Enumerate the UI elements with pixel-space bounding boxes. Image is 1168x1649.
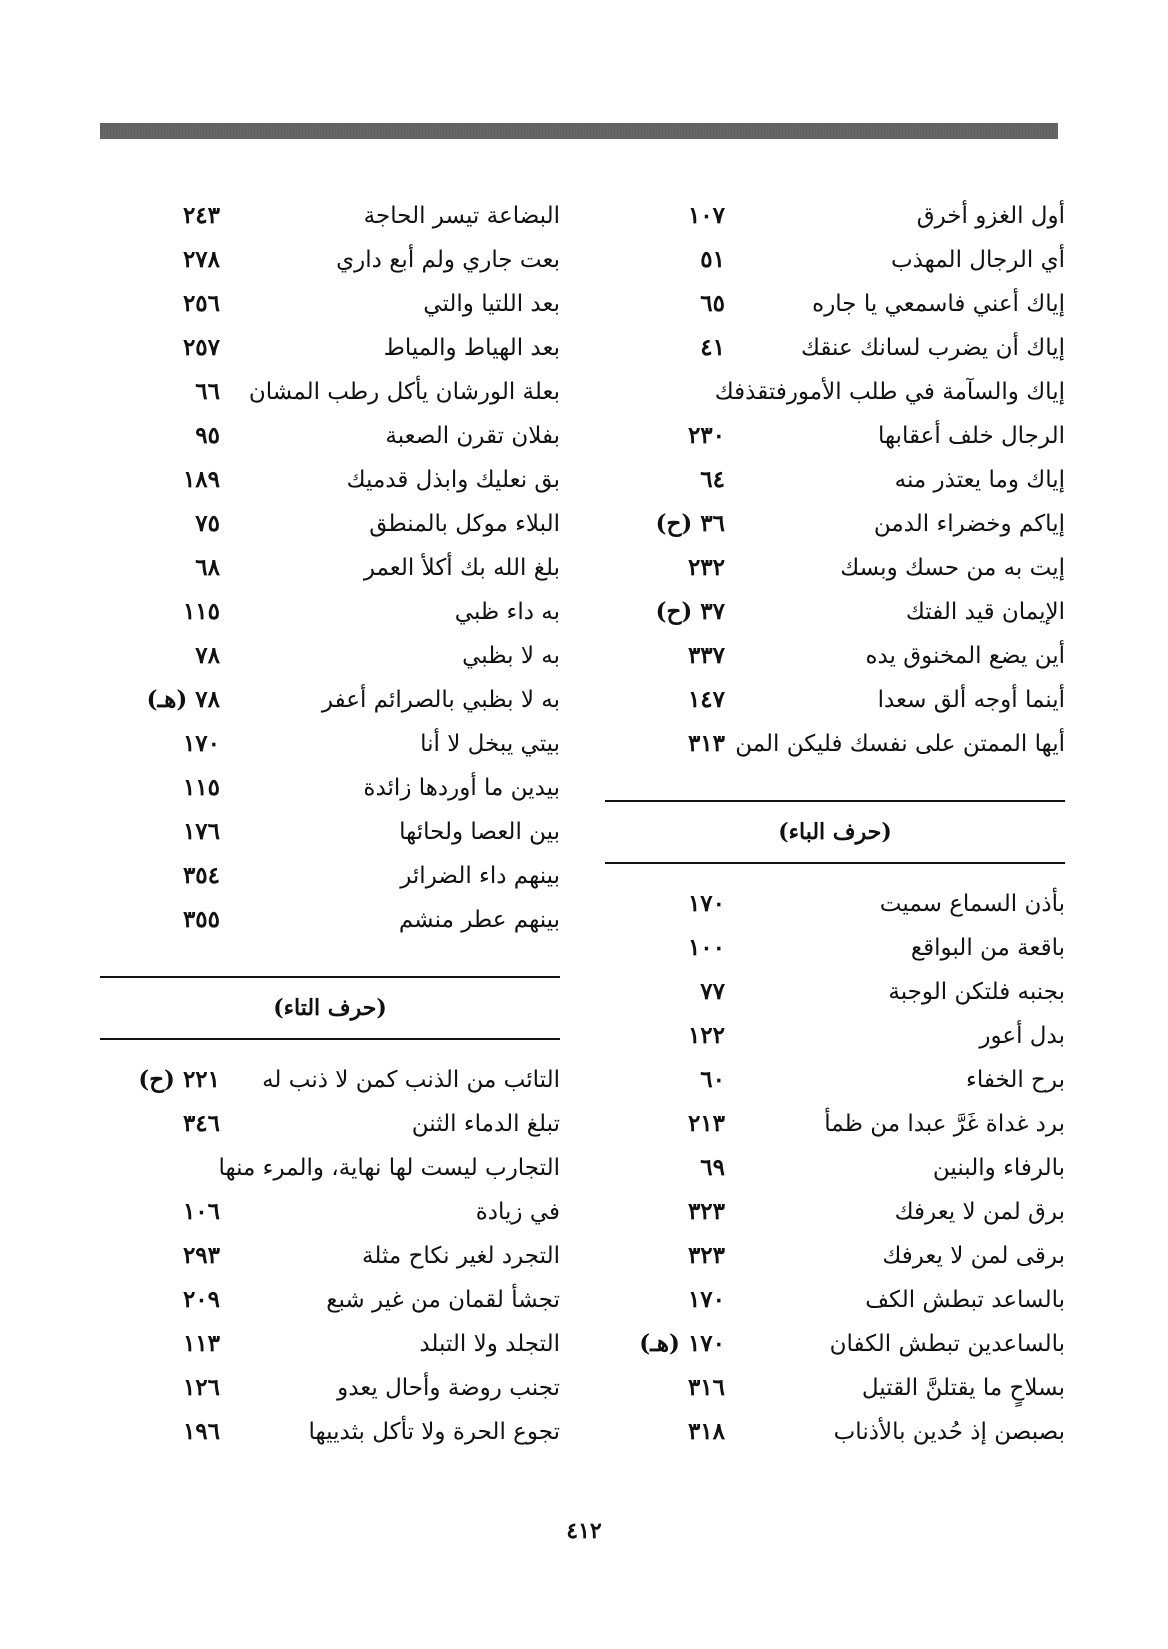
- entry-page-ref: ١٠٠: [687, 934, 725, 961]
- index-entry: [100, 238, 560, 282]
- entry-text: إياك أعني فاسمعي يا جاره: [812, 291, 1065, 317]
- entry-page-ref: ٤١: [700, 334, 725, 361]
- index-entry: [100, 1322, 560, 1366]
- index-entry: [605, 546, 1065, 590]
- index-entry: [605, 882, 1065, 926]
- entry-page-ref: ٢٥٧: [182, 334, 220, 361]
- entry-page-ref: ٣١٦: [687, 1374, 725, 1401]
- entry-page-ref: ٧٥: [195, 510, 220, 537]
- index-entry: [100, 370, 560, 414]
- entry-text: إيت به من حسك وبسك: [840, 555, 1065, 581]
- entry-page-ref: ٢٥٦: [182, 290, 220, 317]
- entry-page-ref: ٧٨ (هـ): [146, 686, 220, 713]
- entry-page-ref: ٣٢٣: [687, 1198, 725, 1225]
- entry-page-ref: ٦٠: [700, 1066, 725, 1093]
- entry-page-ref: ٧٧: [700, 978, 725, 1005]
- index-entry: [605, 238, 1065, 282]
- entry-page-ref: ٣٥٤: [182, 862, 220, 889]
- index-entry: [605, 1322, 1065, 1366]
- entry-page-ref: ٣٣٧: [687, 642, 725, 669]
- entry-text: بيدين ما أوردها زائدة: [363, 775, 560, 801]
- index-entry: [605, 1190, 1065, 1234]
- entry-page-ref: ١٢٦: [182, 1374, 220, 1401]
- entry-text: التجلد ولا التبلد: [419, 1331, 560, 1357]
- entry-page-ref: ٢٣٢: [687, 554, 725, 581]
- index-entry: [605, 502, 1065, 546]
- index-entry: [100, 722, 560, 766]
- entry-page-ref: ١٠٦: [182, 1198, 220, 1225]
- index-entry: [605, 926, 1065, 970]
- entry-page-ref: ١١٥: [182, 598, 220, 625]
- entry-text: بلغ الله بك أكلأ العمر: [363, 555, 560, 581]
- entry-text: بين العصا ولحائها: [399, 819, 560, 845]
- entry-text: باقعة من البواقع: [910, 935, 1065, 961]
- entry-page-ref: ٦٦: [195, 378, 220, 405]
- index-entry: [100, 810, 560, 854]
- entry-text: أيها الممتن على نفسك فليكن المن: [735, 731, 1065, 757]
- entry-page-ref: ٣٧ (ح): [655, 598, 725, 625]
- index-entry: [100, 854, 560, 898]
- entry-text: بصبصن إذ حُدين بالأذناب: [833, 1419, 1065, 1445]
- entry-text: بالرفاء والبنين: [932, 1155, 1065, 1181]
- index-entry: [100, 590, 560, 634]
- entry-text: إياك وما يعتذر منه: [894, 467, 1065, 493]
- entry-page-ref: ٣١٨: [687, 1418, 725, 1445]
- entry-page-ref: ١٢٢: [687, 1022, 725, 1049]
- index-entry: [605, 194, 1065, 238]
- entry-page-ref: ١٧٠: [687, 890, 725, 917]
- entry-text: إياك والسآمة في طلب الأمورفتقذفك: [714, 379, 1065, 405]
- entry-text: بعت جاري ولم أبع داري: [336, 247, 560, 273]
- entry-text: البلاء موكل بالمنطق: [369, 511, 560, 537]
- entry-page-ref: ١٩٦: [182, 1418, 220, 1445]
- entry-text: بينهم داء الضرائر: [400, 863, 560, 889]
- entry-page-ref: ٩٥: [195, 422, 220, 449]
- index-entry: [100, 194, 560, 238]
- index-entry: [605, 722, 1065, 766]
- index-entry: [605, 1278, 1065, 1322]
- entry-text: إياكم وخضراء الدمن: [873, 511, 1065, 537]
- entry-text: برق لمن لا يعرفك: [894, 1199, 1065, 1225]
- entry-page-ref: ٣٢٣: [687, 1242, 725, 1269]
- entry-text: أينما أوجه ألق سعدا: [877, 687, 1065, 713]
- index-entry: [100, 1058, 560, 1102]
- entry-text: بجنبه فلتكن الوجبة: [888, 979, 1065, 1005]
- entry-text: التائب من الذنب كمن لا ذنب له: [262, 1067, 560, 1093]
- entry-page-ref: ١٠٧: [687, 202, 725, 229]
- entry-page-ref: ٢٣٠: [687, 422, 725, 449]
- index-entry: [100, 1278, 560, 1322]
- section-header-ba: (حرف الباء): [605, 800, 1065, 864]
- entry-page-ref: ١١٥: [182, 774, 220, 801]
- index-entry: [605, 326, 1065, 370]
- index-entry: [100, 1410, 560, 1454]
- entry-text: أول الغزو أخرق: [916, 203, 1065, 229]
- index-entry: [100, 502, 560, 546]
- entry-page-ref: ٧٨: [195, 642, 220, 669]
- index-entry: [100, 326, 560, 370]
- index-entry: [100, 1146, 560, 1190]
- entry-text: بفلان تقرن الصعبة: [385, 423, 560, 449]
- entry-page-ref: ٦٨: [195, 554, 220, 581]
- entry-page-ref: ١٤٧: [687, 686, 725, 713]
- entry-text: بسلاحٍ ما يقتلنَّ القتيل: [861, 1375, 1065, 1401]
- entry-text: به لا بظبي: [462, 643, 560, 669]
- entry-text: أين يضع المخنوق يده: [865, 643, 1065, 669]
- section-header-ta: (حرف التاء): [100, 976, 560, 1040]
- index-entry: [605, 1366, 1065, 1410]
- entry-page-ref: ٢١٣: [687, 1110, 725, 1137]
- entry-text: أي الرجال المهذب: [890, 247, 1065, 273]
- entry-text: بعلة الورشان يأكل رطب المشان: [248, 379, 560, 405]
- entry-page-ref: ١١٣: [182, 1330, 220, 1357]
- entry-page-ref: ١٧٠: [687, 1286, 725, 1313]
- entry-page-ref: ١٧٠ (هـ): [639, 1330, 725, 1357]
- entry-text: في زيادة: [475, 1199, 560, 1225]
- page-number: ٤١٢: [566, 1518, 602, 1544]
- entry-text: الرجال خلف أعقابها: [877, 423, 1065, 449]
- index-entry: [100, 898, 560, 942]
- left-column: [100, 194, 560, 1454]
- entry-text: بينهم عطر منشم: [398, 907, 560, 933]
- index-entry: [605, 414, 1065, 458]
- header-rule: [100, 123, 1058, 139]
- index-entry: [605, 1058, 1065, 1102]
- index-entry: [100, 766, 560, 810]
- entry-page-ref: ٣٦ (ح): [655, 510, 725, 537]
- entry-page-ref: ١٧٠: [182, 730, 220, 757]
- right-column: [605, 194, 1065, 1454]
- index-entry: [100, 282, 560, 326]
- entry-text: تجشأ لقمان من غير شبع: [326, 1287, 560, 1313]
- index-entry: [605, 1410, 1065, 1454]
- entry-text: البضاعة تيسر الحاجة: [363, 203, 560, 229]
- index-entry: [605, 282, 1065, 326]
- index-entry: [605, 634, 1065, 678]
- index-entry: [100, 1190, 560, 1234]
- entry-text: بدل أعور: [979, 1023, 1065, 1049]
- entry-page-ref: ٦٥: [700, 290, 725, 317]
- index-entry: [100, 1102, 560, 1146]
- index-entry: [100, 414, 560, 458]
- index-entry: [605, 1234, 1065, 1278]
- index-entry: [100, 546, 560, 590]
- entry-text: تبلغ الدماء الثنن: [411, 1111, 560, 1137]
- entry-page-ref: ٣٤٦: [182, 1110, 220, 1137]
- entry-page-ref: ٢٩٣: [182, 1242, 220, 1269]
- entry-page-ref: ٢٠٩: [182, 1286, 220, 1313]
- entry-page-ref: ٦٩: [700, 1154, 725, 1181]
- entry-text: الإيمان قيد الفتك: [905, 599, 1065, 625]
- entry-text: تجوع الحرة ولا تأكل بثدييها: [308, 1419, 560, 1445]
- entry-list: [605, 194, 1065, 766]
- entry-text: التجرد لغير نكاح مثلة: [362, 1243, 560, 1269]
- entry-text: التجارب ليست لها نهاية، والمرء منها: [218, 1155, 560, 1181]
- index-entry: [605, 370, 1065, 414]
- entry-page-ref: ٢٤٣: [182, 202, 220, 229]
- index-entry: [605, 458, 1065, 502]
- entry-text: بق نعليك وابذل قدميك: [346, 467, 560, 493]
- index-entry: [605, 970, 1065, 1014]
- entry-page-ref: ٦٤: [700, 466, 725, 493]
- entry-list: [100, 194, 560, 942]
- entry-text: بأذن السماع سميت: [879, 891, 1065, 917]
- entry-text: بالساعدين تبطش الكفان: [829, 1331, 1065, 1357]
- entry-page-ref: ٢٢١ (ح): [138, 1066, 220, 1093]
- index-entry: [605, 678, 1065, 722]
- entry-text: برد غداة غَرَّ عبدا من ظمأ: [824, 1111, 1065, 1137]
- entry-list: [100, 1058, 560, 1454]
- entry-text: به لا بظبي بالصرائم أعفر: [321, 687, 560, 713]
- entry-page-ref: ٢٧٨: [182, 246, 220, 273]
- entry-page-ref: ٣٥٥: [182, 906, 220, 933]
- entry-page-ref: ٥١: [700, 246, 725, 273]
- entry-text: برقى لمن لا يعرفك: [882, 1243, 1065, 1269]
- entry-text: بيتي يبخل لا أنا: [420, 731, 560, 757]
- index-entry: [605, 590, 1065, 634]
- index-entry: [100, 678, 560, 722]
- index-entry: [605, 1014, 1065, 1058]
- entry-text: تجنب روضة وأحال يعدو: [337, 1375, 560, 1401]
- entry-text: بعد الهياط والمياط: [383, 335, 560, 361]
- index-entry: [605, 1146, 1065, 1190]
- index-entry: [100, 1366, 560, 1410]
- index-entry: [100, 1234, 560, 1278]
- entry-text: إياك أن يضرب لسانك عنقك: [801, 335, 1065, 361]
- index-entry: [605, 1102, 1065, 1146]
- entry-text: برح الخفاء: [966, 1067, 1065, 1093]
- entry-list: [605, 882, 1065, 1454]
- entry-text: بعد اللتيا والتي: [423, 291, 560, 317]
- entry-page-ref: ٣١٣: [687, 730, 725, 757]
- entry-page-ref: ١٧٦: [182, 818, 220, 845]
- entry-page-ref: ١٨٩: [182, 466, 220, 493]
- index-entry: [100, 458, 560, 502]
- index-entry: [100, 634, 560, 678]
- entry-text: بالساعد تبطش الكف: [865, 1287, 1065, 1313]
- entry-text: به داء ظبي: [454, 599, 560, 625]
